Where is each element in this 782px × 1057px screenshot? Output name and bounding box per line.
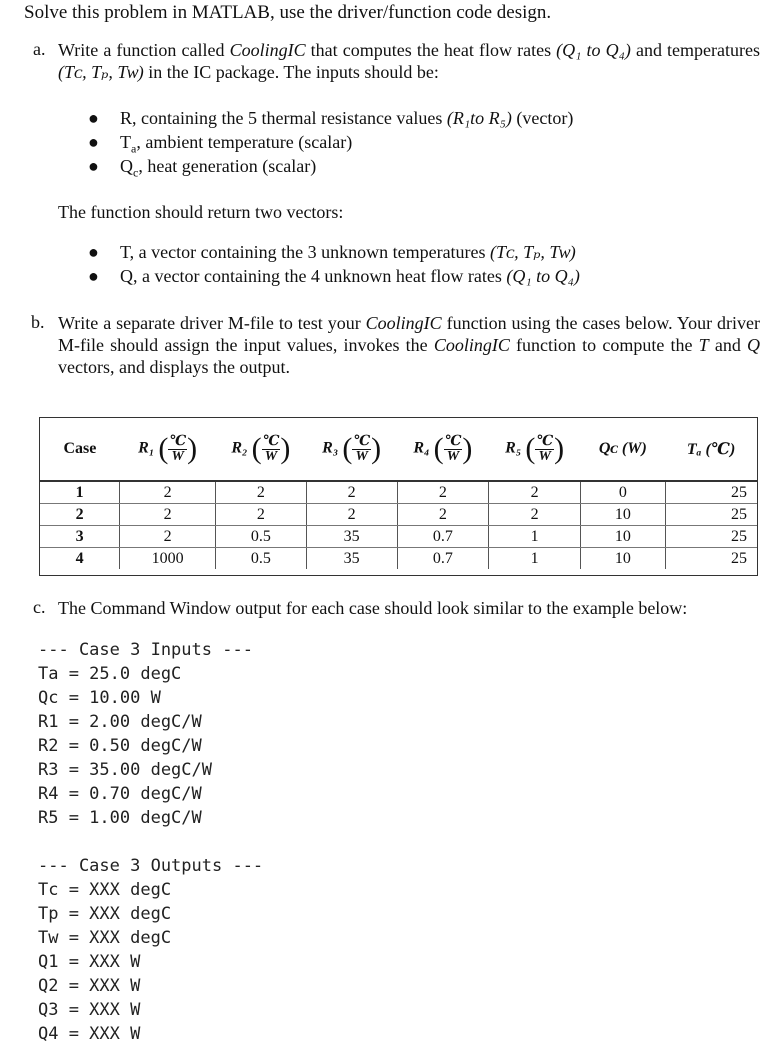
code-line: Tp = XXX degC — [38, 904, 172, 924]
command-window-example — [38, 638, 263, 1046]
intro-line: Solve this problem in MATLAB, use the driver/function code design. — [24, 2, 552, 23]
table-row: 3 2 0.5 35 0.7 1 10 25 — [40, 526, 757, 548]
code-line: Tc = XXX degC — [38, 880, 172, 900]
list-item: ● R, containing the 5 thermal resistance values (R₁to R₅) (vector) — [88, 108, 574, 128]
list-item: ● $T_a$, ambient temperature (scalar) — [88, 132, 353, 156]
table-header-row — [40, 418, 757, 481]
code-line: R4 = 0.70 degC/W — [38, 784, 202, 804]
code-line: Q4 = XXX W — [38, 1024, 141, 1044]
returns-intro: The function should return two vectors: — [58, 202, 344, 222]
table-row: 4 1000 0.5 35 0.7 1 10 25 — [40, 548, 757, 570]
code-line: R3 = 35.00 degC/W — [38, 760, 212, 780]
part-c-letter: c. — [33, 597, 46, 617]
code-line: Q2 = XXX W — [38, 976, 141, 996]
col-case: Case — [40, 418, 120, 481]
code-line: R1 = 2.00 degC/W — [38, 712, 202, 732]
col-r4: R₄ ( $\frac{℃}{W}$ ) — [397, 418, 489, 481]
code-line: Q1 = XXX W — [38, 952, 141, 972]
col-r3: R₃ ( $\frac{℃}{W}$ ) — [306, 418, 397, 481]
code-line: Ta = 25.0 degC — [38, 664, 182, 684]
input-list — [88, 106, 573, 178]
list-item: ● $Q_c$, heat generation (scalar) — [88, 156, 317, 180]
part-a-text: Write a function called CoolingIC that computes the heat flow rates (Q₁ to Q₄) and temperatures (Tᴄ, Tₚ, Tᴡ) in the IC package. The inputs should be: — [58, 40, 761, 82]
table-row: 1 2 2 2 2 2 0 25 — [40, 481, 757, 504]
code-line: --- Case 3 Inputs --- — [38, 640, 253, 660]
code-line — [38, 830, 263, 854]
col-r5: R₅ ( $\frac{℃}{W}$ ) — [489, 418, 581, 481]
table-row: 2 2 2 2 2 2 10 25 — [40, 504, 757, 526]
part-c-text: The Command Window output for each case should look similar to the example below: — [58, 598, 688, 618]
code-line: Tw = XXX degC — [38, 928, 172, 948]
list-item: ● T, a vector containing the 3 unknown temperatures (Tᴄ, Tₚ, Tᴡ) — [88, 242, 576, 262]
part-b-text: Write a separate driver M-file to test your CoolingIC function using the cases below. Your driver M-file should assign the input values, invokes the CoolingIC function to compute the T and Q vectors, and displays the output. — [58, 313, 761, 377]
list-item: ● Q, a vector containing the 4 unknown heat flow rates (Q₁ to Q₄) — [88, 266, 580, 286]
part-a-letter: a. — [33, 39, 46, 59]
output-list — [88, 240, 580, 288]
case-table — [39, 417, 758, 576]
code-line: Qc = 10.00 W — [38, 688, 161, 708]
code-line: --- Case 3 Outputs --- — [38, 856, 264, 876]
col-qc: Qᴄ (W) — [580, 418, 665, 481]
col-ta: Tₐ (℃) — [665, 418, 757, 481]
col-r1: R₁ ( $\frac{℃}{W}$ ) — [120, 418, 216, 481]
col-r2: R₂ ( $\frac{℃}{W}$ ) — [216, 418, 307, 481]
code-line: R2 = 0.50 degC/W — [38, 736, 202, 756]
code-line: Q3 = XXX W — [38, 1000, 141, 1020]
function-name: CoolingIC — [229, 40, 306, 60]
code-line: R5 = 1.00 degC/W — [38, 808, 202, 828]
part-b-letter: b. — [31, 312, 45, 332]
